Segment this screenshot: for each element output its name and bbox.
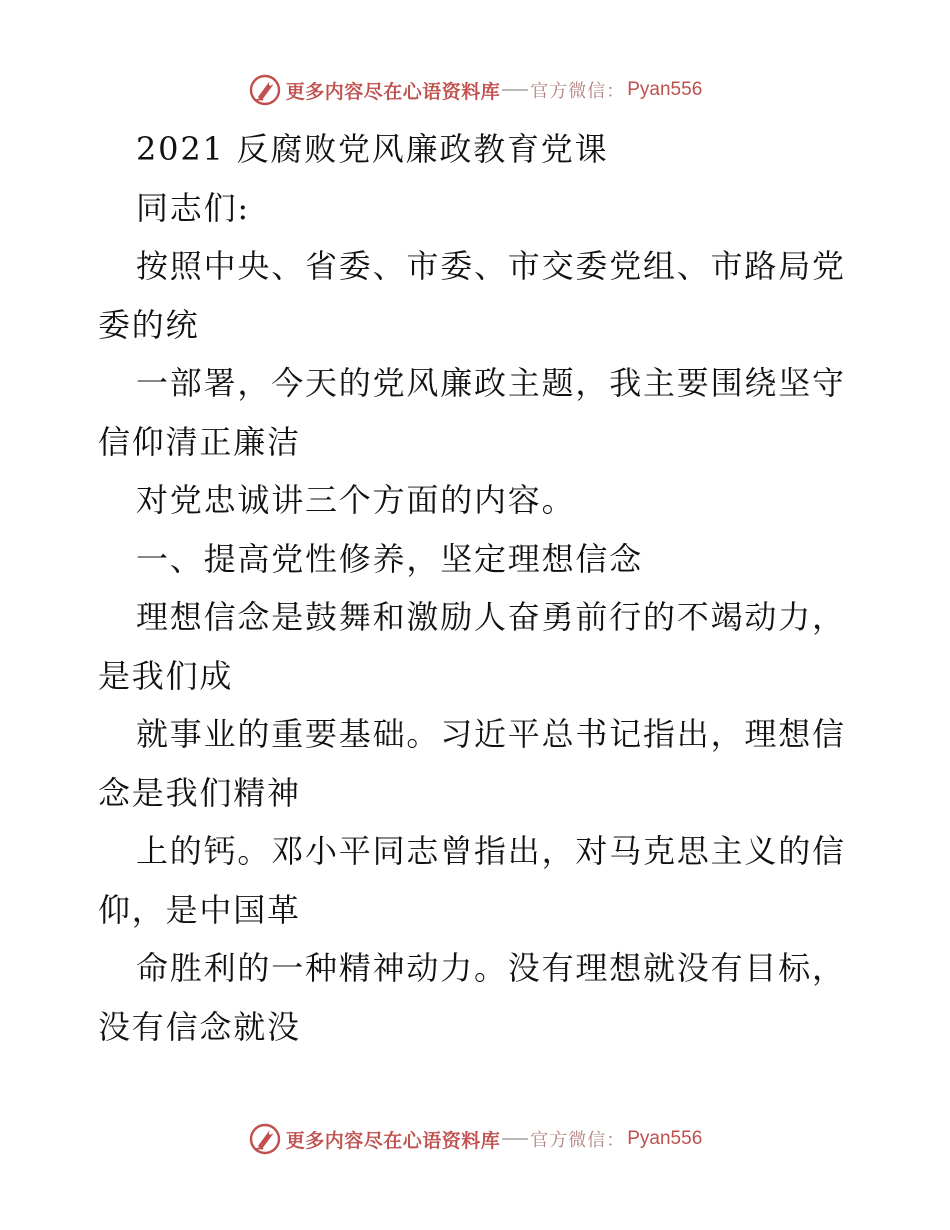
- footer-watermark: [0, 1119, 950, 1159]
- watermark-dash: [502, 89, 528, 91]
- watermark-text: 更多内容尽在心语资料库: [285, 1129, 501, 1152]
- header-watermark: [0, 70, 950, 110]
- text-line: 一、提高党性修养，坚定理想信念: [136, 539, 644, 578]
- text-line: 上的钙。邓小平同志曾指出，对马克思主义的信: [136, 832, 846, 870]
- watermark-wechat-id: Pyan556: [627, 79, 703, 100]
- watermark-dash: [502, 1138, 528, 1140]
- text-line: 没有信念就没: [98, 1007, 301, 1046]
- text-line: 是我们成: [98, 656, 234, 695]
- text-line: 按照中央、省委、市委、市交委党组、市路局党: [136, 247, 846, 285]
- document-body: [98, 120, 858, 1056]
- text-line: 同志们:: [136, 188, 250, 227]
- watermark-wechat-id: Pyan556: [627, 1128, 703, 1149]
- text-line: 委的统: [98, 305, 200, 344]
- text-line: 命胜利的一种精神动力。没有理想就没有目标，: [136, 949, 846, 987]
- text-line: 念是我们精神: [98, 773, 301, 812]
- text-line: 仰，是中国革: [98, 890, 301, 929]
- text-line: 2021 反腐败党风廉政教育党课: [136, 130, 609, 168]
- text-line: 理想信念是鼓舞和激励人奋勇前行的不竭动力，: [136, 598, 846, 636]
- text-line: 对党忠诚讲三个方面的内容。: [136, 481, 576, 519]
- pen-logo-icon: [248, 73, 282, 107]
- pen-logo-icon: [248, 1122, 282, 1156]
- text-line: 一部署，今天的党风廉政主题，我主要围绕坚守: [136, 364, 846, 402]
- watermark-official-label: 官方微信：: [530, 1130, 626, 1151]
- watermark-official-label: 官方微信：: [530, 81, 626, 102]
- text-line: 就事业的重要基础。习近平总书记指出，理想信: [136, 715, 846, 753]
- watermark-text: 更多内容尽在心语资料库: [285, 80, 501, 103]
- text-line: 信仰清正廉洁: [98, 422, 301, 461]
